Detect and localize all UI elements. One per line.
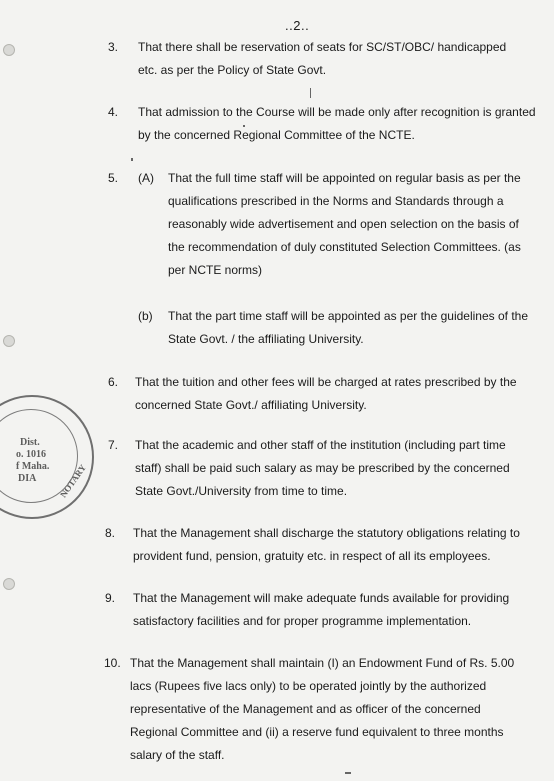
- clause-number: 10.: [104, 656, 121, 670]
- clause-line: by the concerned Regional Committee of the NCTE.: [138, 128, 415, 142]
- clause-line: provident fund, pension, gratuity etc. in respect of all its employees.: [133, 549, 491, 563]
- stamp-line: DIA: [18, 473, 37, 484]
- scan-speck: [131, 158, 133, 161]
- clause-line: reasonably wide advertisement and open selection on the basis of: [168, 217, 519, 231]
- clause-line: State Govt./University from time to time.: [135, 484, 348, 498]
- stamp-line: Dist.: [20, 437, 40, 448]
- stamp-line: o. 1016: [16, 449, 46, 460]
- clause-line: qualifications prescribed in the Norms and Standards through a: [168, 194, 504, 208]
- clause-line: State Govt. / the affiliating University.: [168, 332, 364, 346]
- scan-speck: [243, 125, 245, 127]
- clause-line: representative of the Management and as officer of the concerned: [130, 702, 481, 716]
- scan-speck: [310, 88, 311, 98]
- punch-hole: [3, 578, 15, 590]
- clause-line: That the academic and other staff of the institution (including part time: [135, 438, 506, 452]
- clause-line: concerned State Govt./ affiliating University.: [135, 398, 367, 412]
- page-number: ..2..: [285, 18, 310, 33]
- clause-line: That the full time staff will be appointed on regular basis as per the: [168, 171, 521, 185]
- clause-line: lacs (Rupees five lacs only) to be operated jointly by the authorized: [130, 679, 487, 693]
- clause-number: 4.: [108, 105, 119, 119]
- clause-number: 5.: [108, 171, 119, 185]
- clause-line: That admission to the Course will be made only after recognition is granted: [138, 105, 536, 119]
- clause-sub-label: (b): [138, 309, 153, 323]
- clause-line: per NCTE norms): [168, 263, 263, 277]
- clause-number: 6.: [108, 375, 119, 389]
- clause-line: That the Management will make adequate funds available for providing: [133, 591, 510, 605]
- clause-line: That the part time staff will be appointed as per the guidelines of the: [168, 309, 528, 323]
- clause-number: 8.: [105, 526, 116, 540]
- punch-hole: [3, 44, 15, 56]
- clause-number: 3.: [108, 40, 119, 54]
- notary-stamp: [0, 395, 94, 519]
- clause-line: That the tuition and other fees will be charged at rates prescribed by the: [135, 375, 517, 389]
- clause-line: the recommendation of duly constituted Selection Committees. (as: [168, 240, 521, 254]
- clause-line: staff) shall be paid such salary as may be prescribed by the concerned: [135, 461, 510, 475]
- clause-line: satisfactory facilities and for proper programme implementation.: [133, 614, 472, 628]
- clause-number: 7.: [108, 438, 119, 452]
- clause-line: That the Management shall discharge the statutory obligations relating to: [133, 526, 520, 540]
- clause-line: salary of the staff.: [130, 748, 225, 762]
- clause-line: That there shall be reservation of seats for SC/ST/OBC/ handicapped: [138, 40, 507, 54]
- stamp-line: f Maha.: [16, 461, 50, 472]
- punch-hole: [3, 335, 15, 347]
- clause-line: Regional Committee and (ii) a reserve fund equivalent to three months: [130, 725, 504, 739]
- clause-line: That the Management shall maintain (I) an Endowment Fund of Rs. 5.00: [130, 656, 515, 670]
- scan-speck: [345, 772, 351, 774]
- stamp-ring-text: NOTARY: [58, 462, 89, 500]
- clause-sub-label: (A): [138, 171, 154, 185]
- clause-line: etc. as per the Policy of State Govt.: [138, 63, 327, 77]
- clause-number: 9.: [105, 591, 116, 605]
